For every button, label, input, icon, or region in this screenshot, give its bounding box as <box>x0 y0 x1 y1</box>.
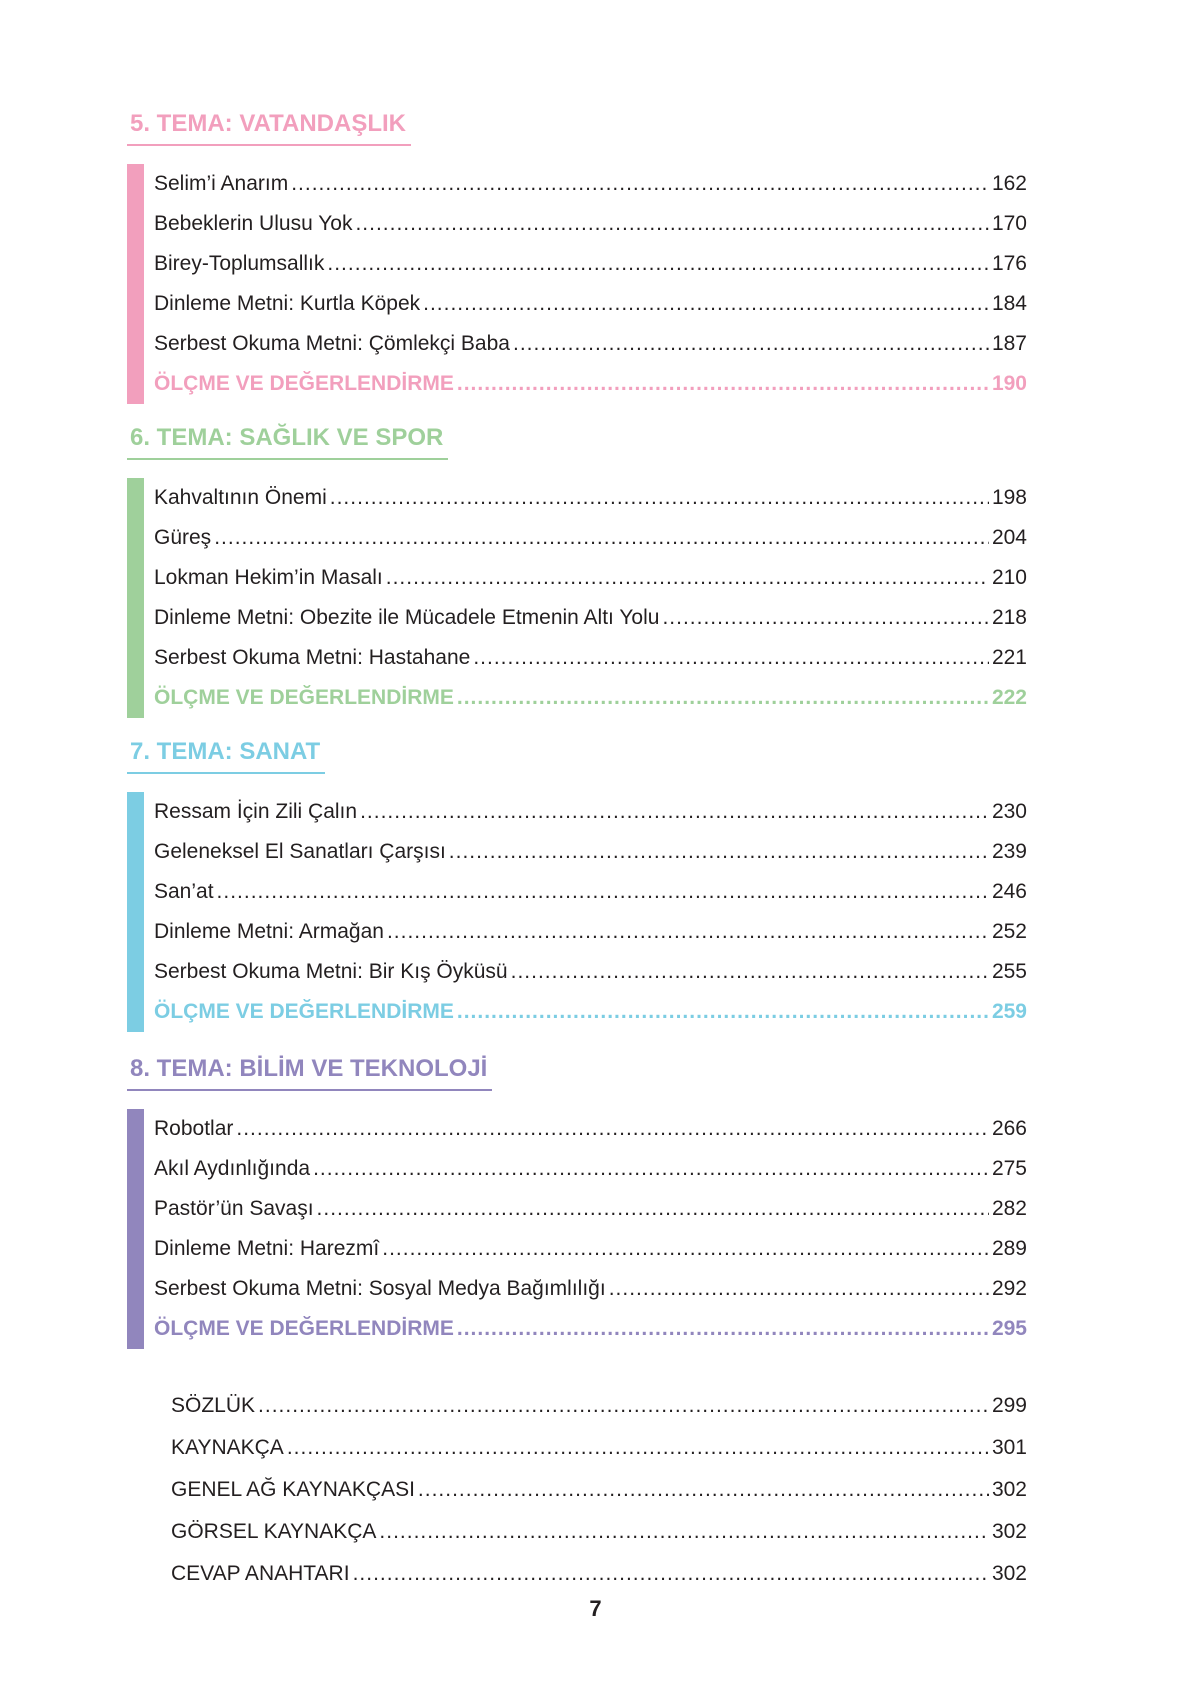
theme-color-bar <box>127 1109 144 1349</box>
dot-leader <box>330 478 989 518</box>
toc-entry[interactable] <box>154 244 1027 284</box>
toc-entry-evaluation[interactable] <box>154 364 1027 404</box>
entry-page: 187 <box>991 332 1027 355</box>
entry-page: 302 <box>991 1478 1027 1501</box>
entry-page: 255 <box>991 960 1027 983</box>
entry-page: 295 <box>991 1317 1027 1340</box>
dot-leader <box>258 1385 989 1427</box>
theme-entry-list <box>127 164 1027 404</box>
toc-entry-evaluation[interactable] <box>154 1309 1027 1349</box>
theme-color-bar <box>127 478 144 718</box>
entry-title: Bebeklerin Ulusu Yok <box>154 212 353 235</box>
toc-entry[interactable] <box>154 204 1027 244</box>
toc-entry[interactable] <box>154 324 1027 364</box>
toc-entry-evaluation[interactable] <box>154 678 1027 718</box>
toc-entry[interactable] <box>154 912 1027 952</box>
dot-leader <box>236 1109 989 1149</box>
entry-page: 252 <box>991 920 1027 943</box>
entry-page: 218 <box>991 606 1027 629</box>
entry-page: 266 <box>991 1117 1027 1140</box>
entry-page: 184 <box>991 292 1027 315</box>
dot-leader <box>291 164 989 204</box>
theme-title: 6. TEMA: SAĞLIK VE SPOR <box>127 424 448 460</box>
entry-page: 190 <box>991 372 1027 395</box>
entry-page: 275 <box>991 1157 1027 1180</box>
theme-color-bar <box>127 164 144 404</box>
dot-leader <box>418 1469 989 1511</box>
dot-leader <box>457 992 989 1032</box>
entry-title: Ressam İçin Zili Çalın <box>154 800 358 823</box>
dot-leader <box>457 1309 989 1349</box>
entry-title: CEVAP ANAHTARI <box>171 1562 350 1585</box>
dot-leader <box>327 244 989 284</box>
toc-entry[interactable] <box>154 598 1027 638</box>
entry-page: 170 <box>991 212 1027 235</box>
entry-title: ÖLÇME VE DEĞERLENDİRME <box>154 1000 454 1023</box>
entry-title: Dinleme Metni: Armağan <box>154 920 384 943</box>
entry-page: 230 <box>991 800 1027 823</box>
entry-title: Serbest Okuma Metni: Bir Kış Öyküsü <box>154 960 508 983</box>
entry-title: Serbest Okuma Metni: Sosyal Medya Bağımlılığı <box>154 1277 606 1300</box>
entry-page: 302 <box>991 1520 1027 1543</box>
entry-title: Selim’i Anarım <box>154 172 289 195</box>
dot-leader <box>382 1229 989 1269</box>
entry-title: Kahvaltının Önemi <box>154 486 327 509</box>
entry-title: Geleneksel El Sanatları Çarşısı <box>154 840 446 863</box>
dot-leader <box>609 1269 989 1309</box>
dot-leader <box>513 324 989 364</box>
entry-title: SÖZLÜK <box>171 1394 256 1417</box>
dot-leader <box>355 204 988 244</box>
toc-entry[interactable] <box>154 164 1027 204</box>
theme-color-bar <box>127 792 144 1032</box>
dot-leader <box>662 598 989 638</box>
entry-page: 221 <box>991 646 1027 669</box>
entry-page: 246 <box>991 880 1027 903</box>
entry-page: 299 <box>991 1394 1027 1417</box>
entry-page: 162 <box>991 172 1027 195</box>
theme-section-8 <box>127 1055 1027 1349</box>
entry-page: 210 <box>991 566 1027 589</box>
dot-leader <box>387 912 989 952</box>
toc-entry[interactable] <box>154 558 1027 598</box>
dot-leader <box>313 1149 989 1189</box>
appendix-entry[interactable] <box>171 1427 1027 1469</box>
toc-entry[interactable] <box>154 832 1027 872</box>
theme-entry-list <box>127 1109 1027 1349</box>
entry-page: 204 <box>991 526 1027 549</box>
entry-title: Lokman Hekim’in Masalı <box>154 566 383 589</box>
entry-title: Akıl Aydınlığında <box>154 1157 311 1180</box>
entry-page: 198 <box>991 486 1027 509</box>
entry-title: Güreş <box>154 526 212 549</box>
toc-entry[interactable] <box>154 1189 1027 1229</box>
entry-title: Serbest Okuma Metni: Hastahane <box>154 646 471 669</box>
theme-title: 7. TEMA: SANAT <box>127 738 325 774</box>
entry-title: Pastör’ün Savaşı <box>154 1197 314 1220</box>
toc-entry[interactable] <box>154 638 1027 678</box>
appendix-entry[interactable] <box>171 1385 1027 1427</box>
entry-page: 282 <box>991 1197 1027 1220</box>
theme-title: 5. TEMA: VATANDAŞLIK <box>127 110 411 146</box>
dot-leader <box>379 1511 989 1553</box>
appendix-list <box>171 1385 1027 1595</box>
dot-leader <box>217 872 989 912</box>
theme-entry-list <box>127 792 1027 1032</box>
entry-title: San’at <box>154 880 214 903</box>
toc-entry[interactable] <box>154 518 1027 558</box>
dot-leader <box>353 1553 989 1595</box>
entry-title: Birey-Toplumsallık <box>154 252 325 275</box>
dot-leader <box>317 1189 989 1229</box>
appendix-entry[interactable] <box>171 1553 1027 1595</box>
toc-entry[interactable] <box>154 1269 1027 1309</box>
toc-entry[interactable] <box>154 872 1027 912</box>
theme-section-7 <box>127 738 1027 1032</box>
entry-page: 301 <box>991 1436 1027 1459</box>
entry-title: Serbest Okuma Metni: Çömlekçi Baba <box>154 332 510 355</box>
toc-entry[interactable] <box>154 1229 1027 1269</box>
entry-title: Robotlar <box>154 1117 234 1140</box>
toc-entry[interactable] <box>154 478 1027 518</box>
entry-title: GENEL AĞ KAYNAKÇASI <box>171 1478 415 1501</box>
entry-title: Dinleme Metni: Kurtla Köpek <box>154 292 421 315</box>
dot-leader <box>511 952 989 992</box>
theme-title: 8. TEMA: BİLİM VE TEKNOLOJİ <box>127 1055 492 1091</box>
dot-leader <box>287 1427 989 1469</box>
theme-entry-list <box>127 478 1027 718</box>
dot-leader <box>473 638 989 678</box>
toc-entry[interactable] <box>154 792 1027 832</box>
entry-title: KAYNAKÇA <box>171 1436 284 1459</box>
page-number: 7 <box>589 1596 602 1621</box>
dot-leader <box>457 364 989 404</box>
entry-title: Dinleme Metni: Harezmî <box>154 1237 380 1260</box>
entry-title: ÖLÇME VE DEĞERLENDİRME <box>154 1317 454 1340</box>
entry-page: 176 <box>991 252 1027 275</box>
entry-title: ÖLÇME VE DEĞERLENDİRME <box>154 372 454 395</box>
appendix-entry[interactable] <box>171 1469 1027 1511</box>
dot-leader <box>423 284 989 324</box>
toc-entry[interactable] <box>154 1149 1027 1189</box>
dot-leader <box>360 792 989 832</box>
theme-section-6 <box>127 424 1027 718</box>
appendix-entry[interactable] <box>171 1511 1027 1553</box>
entry-title: Dinleme Metni: Obezite ile Mücadele Etmenin Altı Yolu <box>154 606 660 629</box>
toc-entry-evaluation[interactable] <box>154 992 1027 1032</box>
entry-page: 259 <box>991 1000 1027 1023</box>
entry-title: ÖLÇME VE DEĞERLENDİRME <box>154 686 454 709</box>
toc-entry[interactable] <box>154 284 1027 324</box>
dot-leader <box>386 558 989 598</box>
toc-entry[interactable] <box>154 1109 1027 1149</box>
entry-title: GÖRSEL KAYNAKÇA <box>171 1520 377 1543</box>
toc-entry[interactable] <box>154 952 1027 992</box>
entry-page: 302 <box>991 1562 1027 1585</box>
entry-page: 292 <box>991 1277 1027 1300</box>
entry-page: 222 <box>991 686 1027 709</box>
dot-leader <box>214 518 989 558</box>
theme-section-5 <box>127 110 1027 404</box>
dot-leader <box>449 832 989 872</box>
dot-leader <box>457 678 989 718</box>
entry-page: 289 <box>991 1237 1027 1260</box>
entry-page: 239 <box>991 840 1027 863</box>
